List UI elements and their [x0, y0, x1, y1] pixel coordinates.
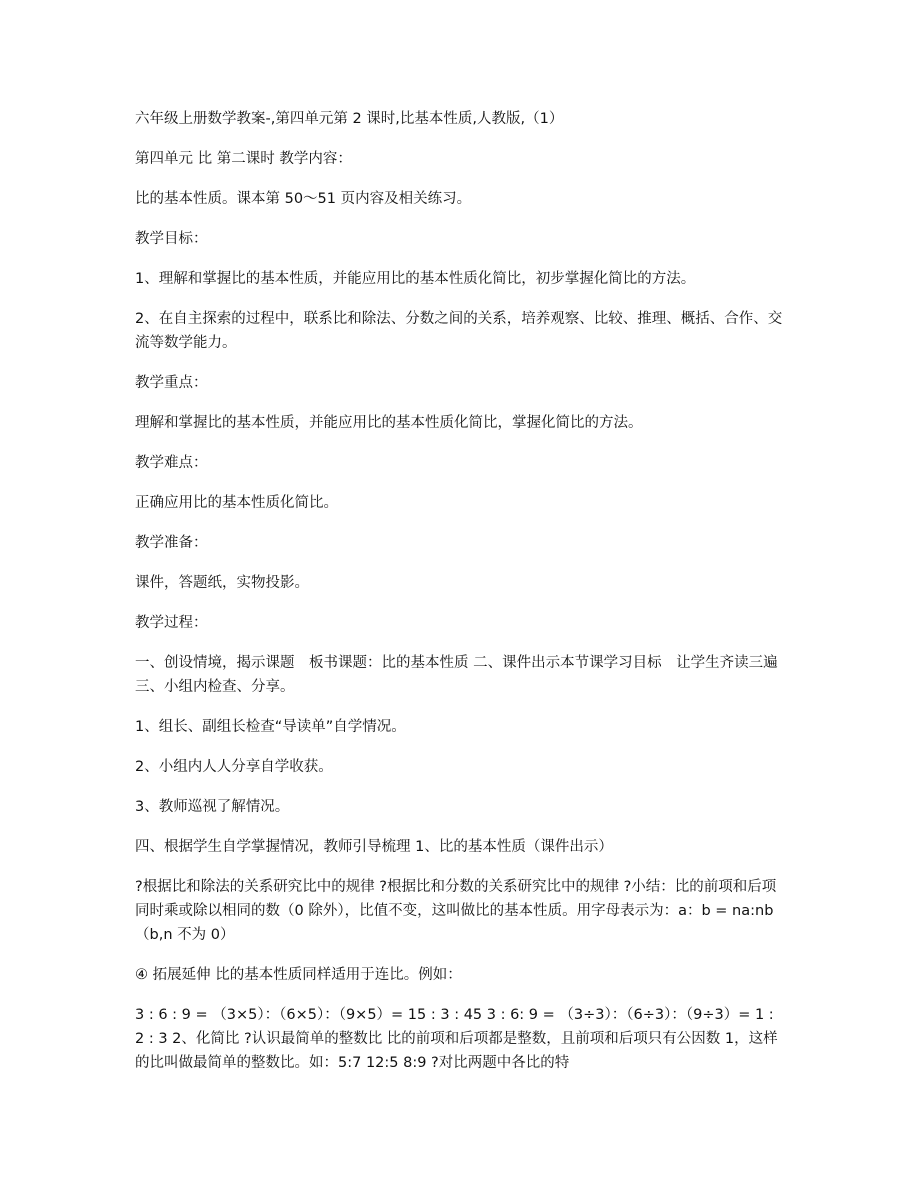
document-title: 六年级上册数学教案-,第四单元第 2 课时,比基本性质,人教版,（1）: [135, 111, 564, 127]
process-step-4: 四、根据学生自学掌握情况，教师引导梳理 1、比的基本性质（课件出示）: [135, 839, 613, 855]
teaching-content: 比的基本性质。课本第 50～51 页内容及相关练习。: [135, 191, 472, 207]
difficulties-text: 正确应用比的基本性质化简比。: [135, 495, 338, 511]
document-body: [135, 107, 787, 1091]
goal-2: 2、在自主探索的过程中，联系比和除法、分数之间的关系，培养观察、比较、推理、概括、合作、交流等数学能力。: [135, 311, 783, 351]
ratio-property-summary: ?根据比和除法的关系研究比中的规律 ?根据比和分数的关系研究比中的规律 ?小结：比的前项和后项同时乘或除以相同的数（0 除外），比值不变，这叫做比的基本性质。用字母表示为：a：b = na:nb（b,n 不为 0）: [135, 879, 777, 943]
section-unit-heading: 第四单元 比 第二课时 教学内容：: [135, 151, 352, 167]
extension-heading: ④ 拓展延伸 比的基本性质同样适用于连比。例如：: [135, 967, 462, 983]
process-item-3: 3、教师巡视了解情况。: [135, 799, 290, 815]
heading-teaching-goals: 教学目标：: [135, 231, 208, 247]
preparation-text: 课件，答题纸，实物投影。: [135, 575, 309, 591]
heading-process: 教学过程：: [135, 615, 208, 631]
goal-1: 1、理解和掌握比的基本性质，并能应用比的基本性质化简比，初步掌握化简比的方法。: [135, 271, 696, 287]
process-item-2: 2、小组内人人分享自学收获。: [135, 759, 333, 775]
process-item-1: 1、组长、副组长检查“导读单”自学情况。: [135, 719, 406, 735]
heading-key-points: 教学重点：: [135, 375, 208, 391]
key-points-text: 理解和掌握比的基本性质，并能应用比的基本性质化简比，掌握化简比的方法。: [135, 415, 643, 431]
heading-preparation: 教学准备：: [135, 535, 208, 551]
heading-difficulties: 教学难点：: [135, 455, 208, 471]
continued-ratio-example: 3 : 6 : 9 = （3×5）：（6×5）：（9×5）= 15 : 3 : 45 3 : 6: 9 = （3÷3）：（6÷3）：（9÷3）= 1 : 2 : 3 2、化简比 ?认识最简单的整数比 比的前项和后项都是整数，且前项和后项只有公因数 1，这样的比叫做最简单的整数比。如：5:7 12:5 8:9 ?对比两题中各比的特: [135, 1007, 778, 1071]
process-step-1-3: 一、创设情境，揭示课题 板书课题：比的基本性质 二、课件出示本节课学习目标 让学生齐读三遍 三、小组内检查、分享。: [135, 655, 778, 695]
